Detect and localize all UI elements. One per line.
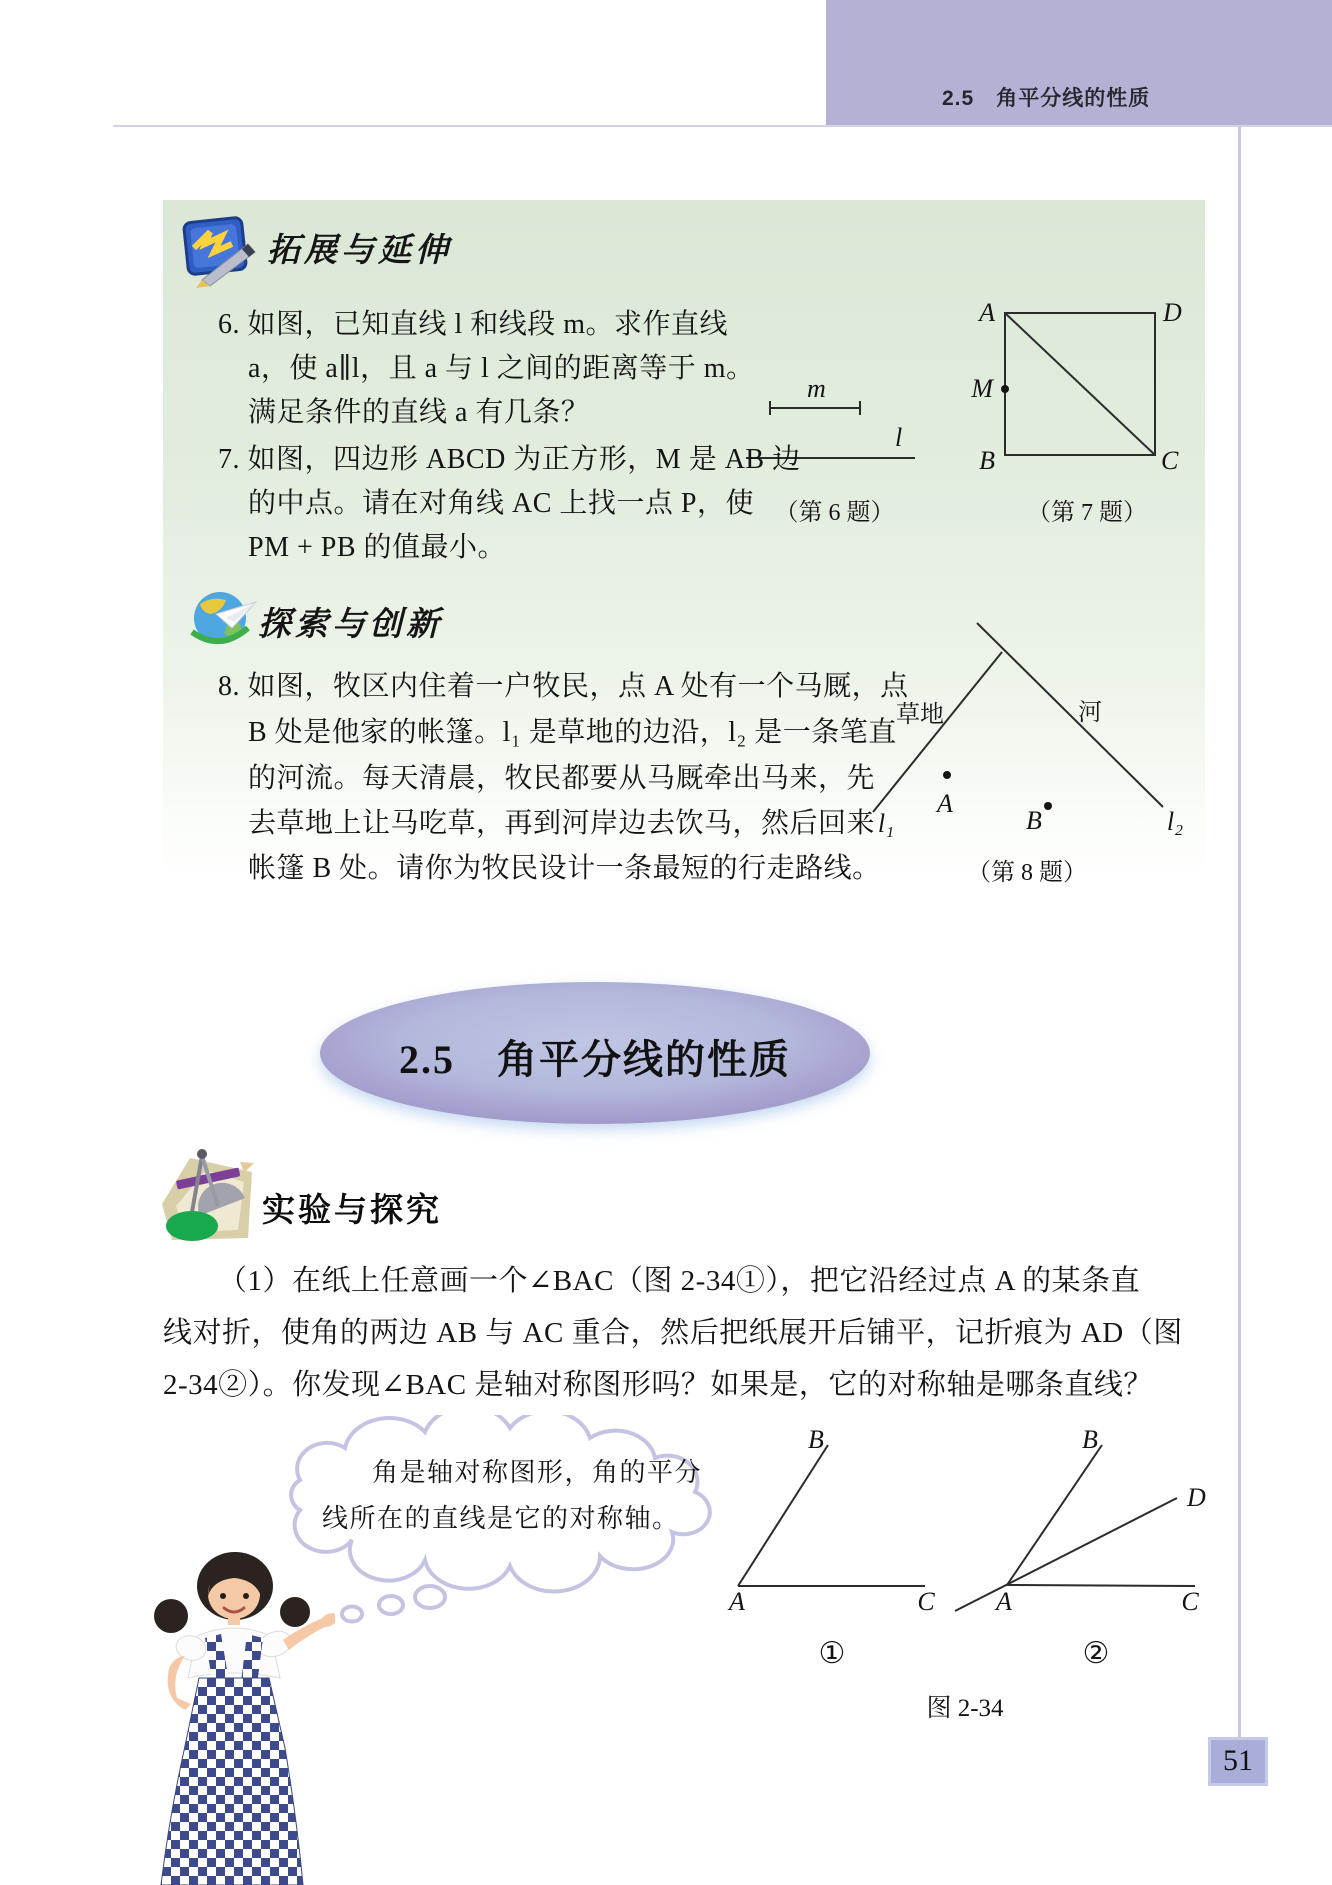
label-B: B [1026,806,1042,835]
problem7-line: 7. 如图，四边形 ABCD 为正方形，M 是 AB 边 [218,444,801,475]
line-l2-river [977,623,1163,807]
label-C: C [1181,1587,1199,1616]
problem7-line: PM + PB 的值最小。 [248,532,507,563]
figure6-caption: （第 6 题） [774,500,895,526]
ray-AB [738,1445,828,1586]
problem6-line: a，使 a∥l，且 a 与 l 之间的距离等于 m。 [248,353,755,384]
figure-2-34-1 [700,1420,950,1620]
label-D: D [1163,298,1182,327]
subfigure-2-number: ② [1082,1636,1110,1671]
point-B [1044,802,1052,810]
label-B: B [979,446,995,475]
label-C: C [917,1587,935,1616]
margin-rule [1238,126,1241,1737]
label-C: C [1161,446,1179,475]
book-lightning-pen-icon [178,214,266,288]
compass-protractor-pencil-icon [156,1146,260,1246]
figure-problem7 [955,285,1190,485]
lesson-title: 2.5 角平分线的性质 [399,1037,791,1082]
lesson-paragraph-line: 线对折，使角的两边 AB 与 AC 重合，然后把纸展开后铺平，记折痕为 AD（图 [163,1317,1183,1349]
problem8-line: 的河流。每天清晨，牧民都要从马厩牵出马来，先 [248,763,876,794]
figure-2-34-caption: 图 2-34 [926,1695,1004,1722]
label-A: A [979,298,995,327]
figure7-caption: （第 7 题） [1027,500,1147,526]
problem8-line: 帐篷 B 处。请你为牧民设计一条最短的行走路线。 [248,853,881,884]
bubble-text-line: 线所在的直线是它的对称轴。 [322,1504,680,1533]
section-heading-expand: 拓展与延伸 [267,230,452,269]
girl-photo [135,1552,335,1885]
lesson-paragraph-line: （1）在纸上任意画一个∠BAC（图 2-34①），把它沿经过点 A 的某条直 [218,1265,1141,1297]
label-l: l [895,423,903,452]
bubble-tail [379,1596,403,1614]
label-grass: 草地 [896,702,944,728]
point-M [1001,385,1009,393]
pigtail [154,1599,188,1633]
figure-2-34-2 [940,1420,1220,1620]
label-B: B [808,1425,824,1454]
problem6-line: 6. 如图，已知直线 l 和线段 m。求作直线 [218,309,729,340]
problem8-line: 8. 如图，牧区内住着一户牧民，点 A 处有一个马厩，点 [218,671,909,702]
page-number: 51 [1208,1737,1268,1786]
label-river: 河 [1078,700,1102,726]
problem6-line: 满足条件的直线 a 有几条？ [248,397,590,428]
lesson-title-banner [320,982,870,1124]
eye [220,1593,226,1599]
header-rule [113,125,1332,127]
label-l1: l₁ [877,809,895,838]
checkered-dress [161,1678,303,1885]
pigtail [280,1597,310,1627]
ray-AC [1007,1585,1195,1586]
line-l1-grass-edge [873,652,1002,812]
lesson-paragraph-line: 2-34②）。你发现∠BAC 是轴对称图形吗？如果是，它的对称轴是哪条直线？ [163,1369,1153,1401]
label-l2: l₂ [1166,807,1184,836]
label-A: A [937,789,953,818]
neck [228,1616,240,1625]
label-D: D [1187,1483,1206,1512]
label-m: m [807,374,826,403]
green-ellipse [166,1211,218,1241]
bubble-tail [342,1607,362,1622]
globe-paper-plane-icon [182,588,264,650]
arm [168,1656,191,1710]
fold-line-AD [955,1498,1177,1611]
compass-hinge [197,1149,207,1159]
figure8-caption: （第 8 题） [967,860,1087,886]
problem8-line: 去草地上让马吃草，再到河岸边去饮马，然后回来 [248,808,876,839]
bubble-tail [415,1586,445,1608]
section-heading-explore: 探索与创新 [258,604,443,643]
ray-AB [1007,1445,1102,1585]
label-A: A [729,1587,745,1616]
problem7-line: 的中点。请在对角线 AC 上找一点 P，使 [248,488,754,519]
bubble-text-line: 角是轴对称图形，角的平分 [372,1458,703,1487]
label-M: M [971,374,993,403]
subfigure-1-number: ① [818,1636,846,1671]
label-A: A [996,1587,1012,1616]
figure-problem8 [850,600,1212,890]
section-heading-activity: 实验与探究 [262,1191,442,1228]
point-A [943,771,951,779]
problem8-line: B 处是他家的帐篷。l₁ 是草地的边沿，l₂ 是一条笔直 [248,717,897,748]
running-head: 2.5 角平分线的性质 [942,87,1151,110]
label-B: B [1082,1425,1098,1454]
diagonal-AC [1005,313,1155,455]
eye [243,1593,249,1599]
